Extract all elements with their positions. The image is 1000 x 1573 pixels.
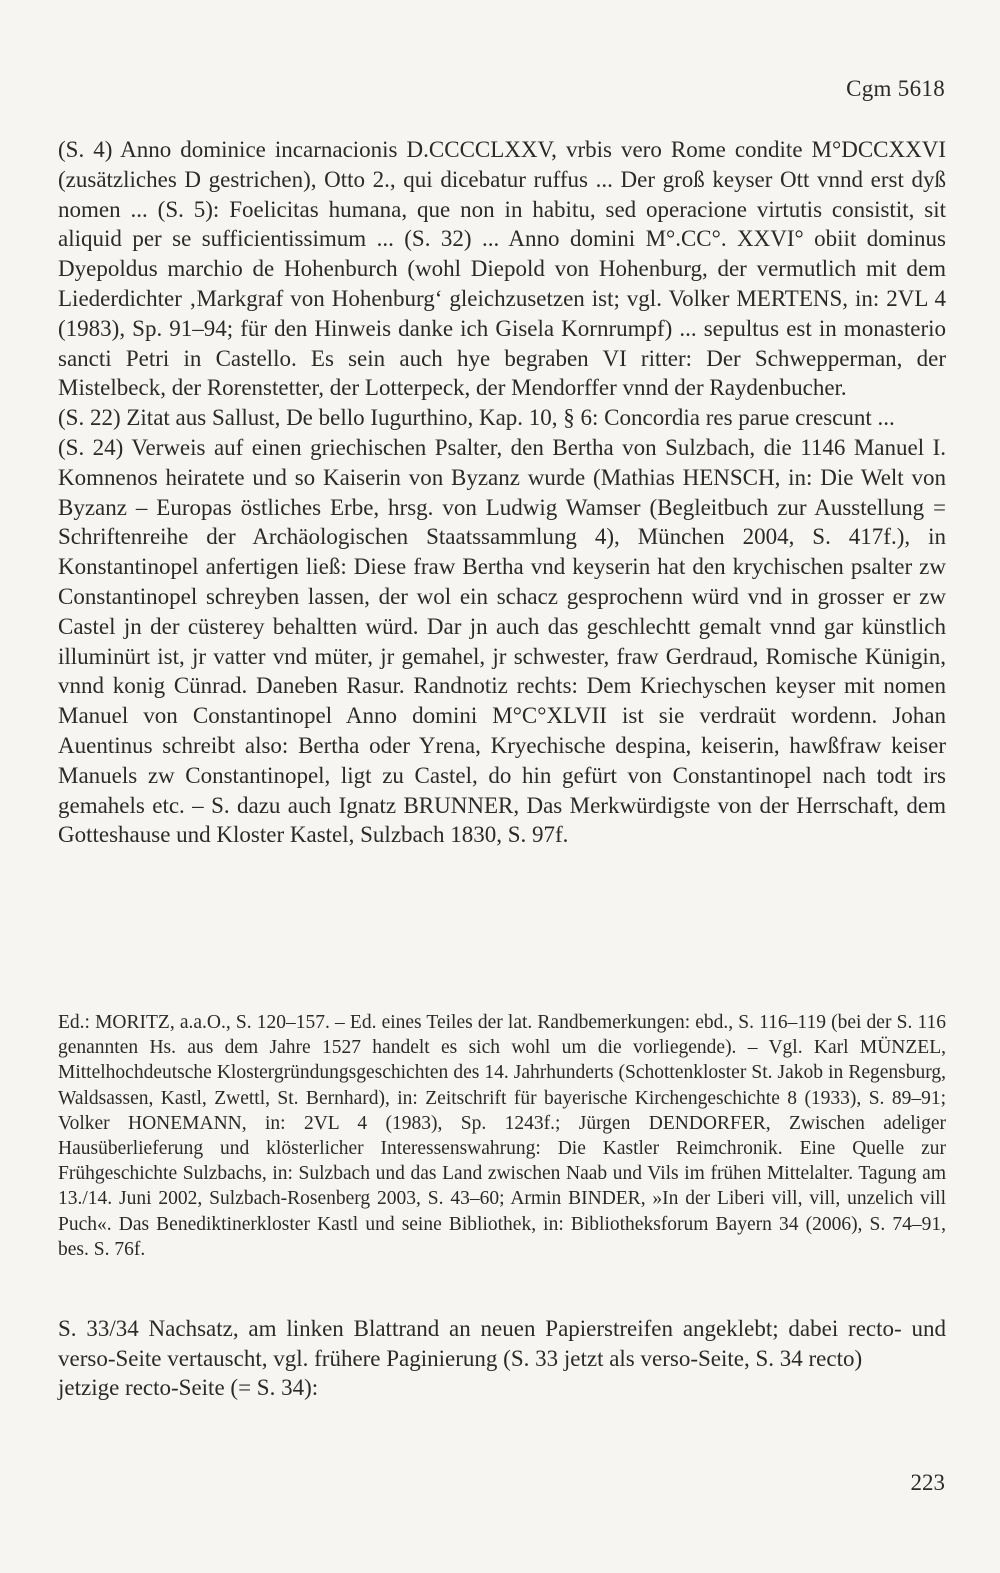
paragraph-s4: (S. 4) Anno dominice incarnacionis D.CCCCLXXV, vrbis vero Rome condite M°DCCXXVI (zusätzliches D gestrichen), Otto 2., qui dicebatur ruffus ... Der groß keyser Ott vnnd erst dyß nomen ... (S. 5): Foelicitas humana, que non in habitu, sed operacione virtutis consistit, sit aliquid per se sufficientissimum ... (S. 32) ... Anno domini M°.CC°. XXVI° obiit dominus Dyepoldus marchio de Hohenburch (wohl Diepold von Hohenburg, der vermutlich mit dem Liederdichter ‚Markgraf von Hohenburg‘ gleichzusetzen ist; vgl. Volker MERTENS, in: 2VL 4 (1983), Sp. 91–94; für den Hinweis danke ich Gisela Kornrumpf) ... sepultus est in monasterio sancti Petri in Castello. Es sein auch hye begraben VI ritter: Der Schwepperman, der Mistelbeck, der Rorenstetter, der Lotterpeck, der Mendorffer vnnd der Raydenbucher.: [58, 137, 946, 401]
section-s33-34-recto-label: jetzige recto-Seite (= S. 34):: [58, 1375, 319, 1400]
section-s33-34: [58, 1314, 946, 1403]
paragraph-s22: (S. 22) Zitat aus Sallust, De bello Iugurthino, Kap. 10, § 6: Concordia res parue crescunt ...: [58, 405, 895, 431]
bibliography-text: Ed.: MORITZ, a.a.O., S. 120–157. – Ed. eines Teiles der lat. Randbemerkungen: ebd., S. 116–119 (bei der S. 116 genannten Hs. aus dem Jahre 1527 handelt es sich wohl um die vorliegende). – Vgl. Karl MÜNZEL, Mittelhochdeutsche Klostergründungsgeschichten des 14. Jahrhunderts (Schottenkloster St. Jakob in Regensburg, Waldsassen, Kastl, Zwettl, St. Bernhard), in: Zeitschrift für bayerische Kirchengeschichte 8 (1933), S. 89–91; Volker HONEMANN, in: 2VL 4 (1983), Sp. 1243f.; Jürgen DENDORFER, Zwischen adeliger Hausüberlieferung und klösterlicher Interessenswahrung: Die Kastler Reimchronik. Eine Quelle zur Frühgeschichte Sulzbachs, in: Sulzbach und das Land zwischen Naab und Vils im frühen Mittelalter. Tagung am 13./14. Juni 2002, Sulzbach-Rosenberg 2003, S. 43–60; Armin BINDER, »In der Liberi vill, vill, unzelich vill Puch«. Das Benediktinerkloster Kastl und seine Bibliothek, in: Bibliotheksforum Bayern 34 (2006), S. 74–91, bes. S. 76f.: [58, 1012, 946, 1260]
running-head: Cgm 5618: [846, 76, 945, 101]
section-s33-34-description: S. 33/34 Nachsatz, am linken Blattrand an neuen Papierstreifen angeklebt; dabei recto- und verso-Seite vertauscht, vgl. frühere Paginierung (S. 33 jetzt als verso-Seite, S. 34 recto): [58, 1316, 946, 1371]
page-number: 223: [910, 1470, 945, 1495]
paragraph-s24: (S. 24) Verweis auf einen griechischen Psalter, den Bertha von Sulzbach, die 1146 Manuel I. Komnenos heiratete und so Kaiserin von Byzanz wurde (Mathias HENSCH, in: Die Welt von Byzanz – Europas östliches Erbe, hrsg. von Ludwig Wamser (Begleitbuch zur Ausstellung = Schriftenreihe der Archäologischen Staatssammlung 4), München 2004, S. 417f.), in Konstantinopel anfertigen ließ: Diese fraw Bertha vnd keyserin hat den krychischen psalter zw Constantinopel schreyben lassen, der wol ein schacz gesprochenn würd vnd in grosser er zw Castel jn der cüsterey behaltten würd. Dar jn auch das geschlechtt gemalt vnnd gar künstlich illuminürt ist, jr vatter vnd müter, jr gemahel, jr schwester, fraw Gerdraud, Romische Künigin, vnnd konig Cünrad. Daneben Rasur. Randnotiz rechts: Dem Kriechyschen keyser mit nomen Manuel von Constantinopel Anno domini M°C°XLVII ist sie verdraüt wordenn. Johan Auentinus schreibt also: Bertha oder Yrena, Kryechische despina, keiserin, hawßfraw keiser Manuels zw Constantinopel, ligt zu Castel, do hin gefürt von Constantinopel nach todt irs gemahels etc. – S. dazu auch Ignatz BRUNNER, Das Merkwürdigste von der Herrschaft, dem Gotteshause und Kloster Kastel, Sulzbach 1830, S. 97f.: [58, 434, 946, 848]
main-text: [58, 135, 946, 850]
bibliography-block: [58, 1010, 946, 1262]
